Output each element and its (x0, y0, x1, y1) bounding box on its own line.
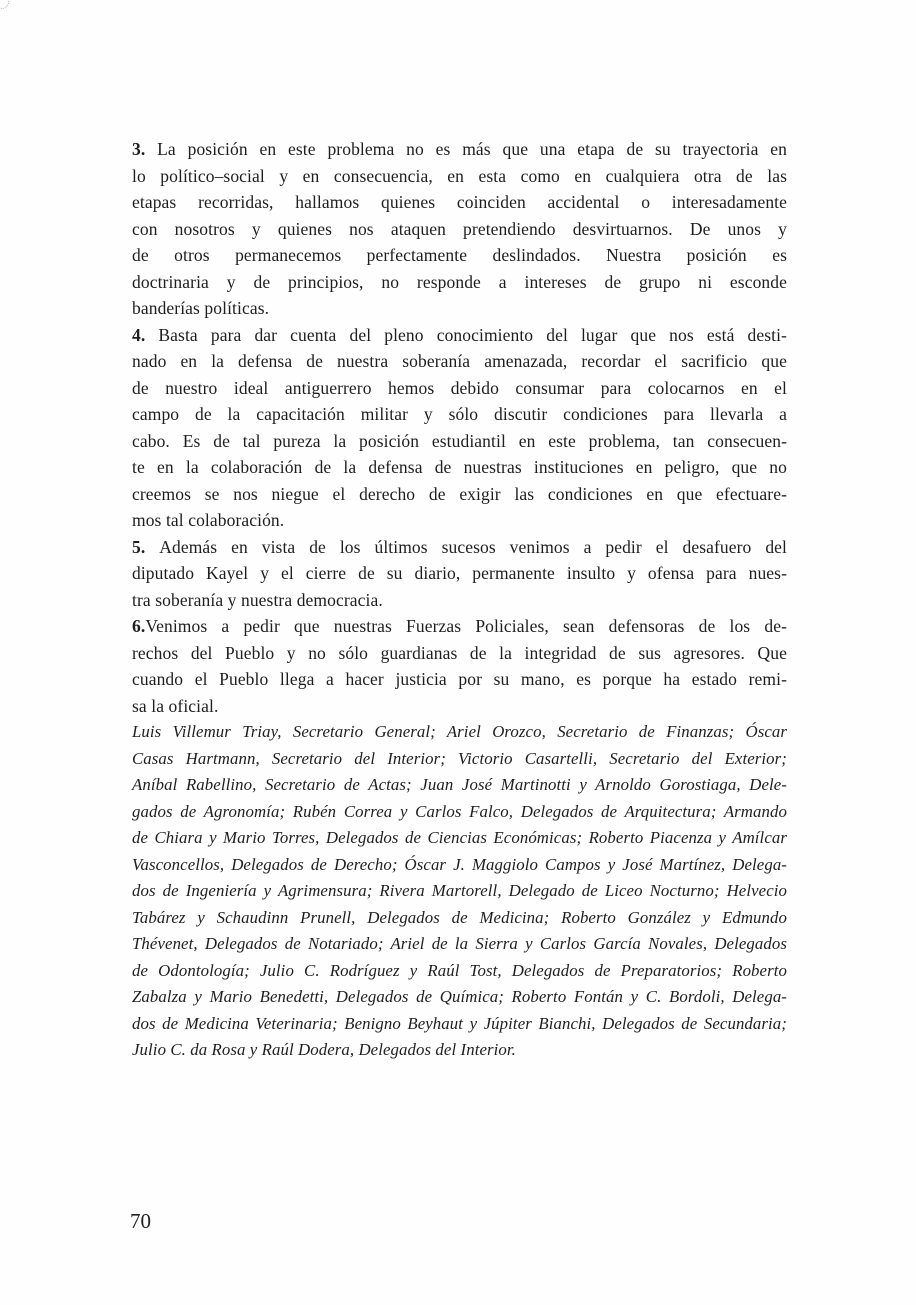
paragraph-number: 4. (132, 324, 159, 345)
text-line-body: Venimos a pedir que nuestras Fuerzas Policiales, sean defensoras de los de- (145, 616, 787, 636)
text-line: banderías políticas. (132, 298, 270, 318)
text-line: mos tal colaboración. (132, 510, 285, 530)
text-line: lo político–social y en consecuencia, en esta como en cualquiera otra de las (132, 165, 787, 186)
signature-line: de Odontología; Julio C. Rodríguez y Raúl Tost, Delegados de Preparatorios; Roberto (132, 960, 787, 980)
paragraph-number: 3. (132, 139, 158, 159)
signature-line: dos de Medicina Veterinaria; Benigno Beyhaut y Júpiter Bianchi, Delegados de Secundaria; (132, 1013, 787, 1033)
scan-artifact (0, 0, 9, 9)
signature-line: Aníbal Rabellino, Secretario de Actas; Juan José Martinotti y Arnoldo Gorostiaga, Dele- (132, 775, 787, 794)
text-line: cabo. Es de tal pureza la posición estudiantil en este problema, tan consecuen- (132, 430, 787, 451)
text-line: nado en la defensa de nuestra soberanía amenazada, recordar el sacrificio que (132, 351, 787, 371)
paragraph-number: 6. (132, 616, 146, 636)
paragraph-number: 5. (132, 536, 160, 557)
signature-line: Julio C. da Rosa y Raúl Dodera, Delegados del Interior. (132, 1040, 516, 1059)
signature-line: dos de Ingeniería y Agrimensura; Rivera Martorell, Delegado de Liceo Nocturno; Helvecio (132, 881, 787, 900)
paragraph-3 (132, 136, 787, 322)
text-line: campo de la capacitación militar y sólo discutir condiciones para llevarla a (132, 404, 787, 424)
text-line-body: Además en vista de los últimos sucesos venimos a pedir el desafuero del (159, 536, 787, 557)
paragraph-6 (132, 613, 787, 719)
signature-line: Vasconcellos, Delegados de Derecho; Óscar J. Maggiolo Campos y José Martínez, Delega- (132, 854, 787, 874)
text-line (132, 136, 787, 163)
text-line: cuando el Pueblo llega a hacer justicia por su mano, es porque ha estado remi- (132, 669, 787, 689)
text-line-body: La posición en este problema no es más que una etapa de su trayectoria en (157, 139, 787, 159)
text-line: de otros permanecemos perfectamente deslindados. Nuestra posición es (132, 245, 787, 265)
text-line: etapas recorridas, hallamos quienes coinciden accidental o interesadamente (132, 192, 787, 212)
paragraph-4 (132, 322, 787, 534)
text-line (132, 322, 787, 349)
text-line: tra soberanía y nuestra democracia. (132, 589, 383, 610)
paragraph-5 (132, 534, 787, 614)
text-line-body: Basta para dar cuenta del pleno conocimiento del lugar que nos está desti- (158, 324, 787, 345)
signature-line: Zabalza y Mario Benedetti, Delegados de Química; Roberto Fontán y C. Bordoli, Delega- (132, 987, 787, 1006)
signature-line: Thévenet, Delegados de Notariado; Ariel de la Sierra y Carlos García Novales, Delegados (132, 934, 787, 953)
text-line: rechos del Pueblo y no sólo guardianas de la integridad de sus agresores. Que (132, 642, 787, 663)
signatures-paragraph (132, 719, 787, 1064)
text-line (132, 534, 787, 561)
signature-line: Luis Villemur Triay, Secretario General; Ariel Orozco, Secretario de Finanzas; Óscar (132, 722, 787, 741)
text-block (132, 136, 787, 1064)
signature-line: gados de Agronomía; Rubén Correa y Carlos Falco, Delegados de Arquitectura; Armando (132, 801, 787, 821)
text-line: con nosotros y quienes nos ataquen pretendiendo desvirtuarnos. De unos y (132, 218, 787, 239)
text-line: te en la colaboración de la defensa de nuestras instituciones en peligro, que no (132, 457, 787, 477)
text-line: sa la oficial. (132, 695, 219, 716)
text-line: doctrinaria y de principios, no responde a intereses de grupo ni esconde (132, 271, 787, 292)
text-line: diputado Kayel y el cierre de su diario, permanente insulto y ofensa para nues- (132, 563, 787, 583)
text-line: creemos se nos niegue el derecho de exigir las condiciones en que efectuare- (132, 483, 787, 504)
text-line: de nuestro ideal antiguerrero hemos debido consumar para colocarnos en el (132, 377, 787, 398)
signature-line: de Chiara y Mario Torres, Delegados de Ciencias Económicas; Roberto Piacenza y Amílcar (132, 828, 787, 847)
signature-line: Casas Hartmann, Secretario del Interior; Victorio Casartelli, Secretario del Exterior; (132, 748, 787, 768)
text-line (132, 613, 787, 640)
signature-line: Tabárez y Schaudinn Prunell, Delegados de Medicina; Roberto González y Edmundo (132, 907, 787, 927)
page-number: 70 (130, 1209, 151, 1233)
